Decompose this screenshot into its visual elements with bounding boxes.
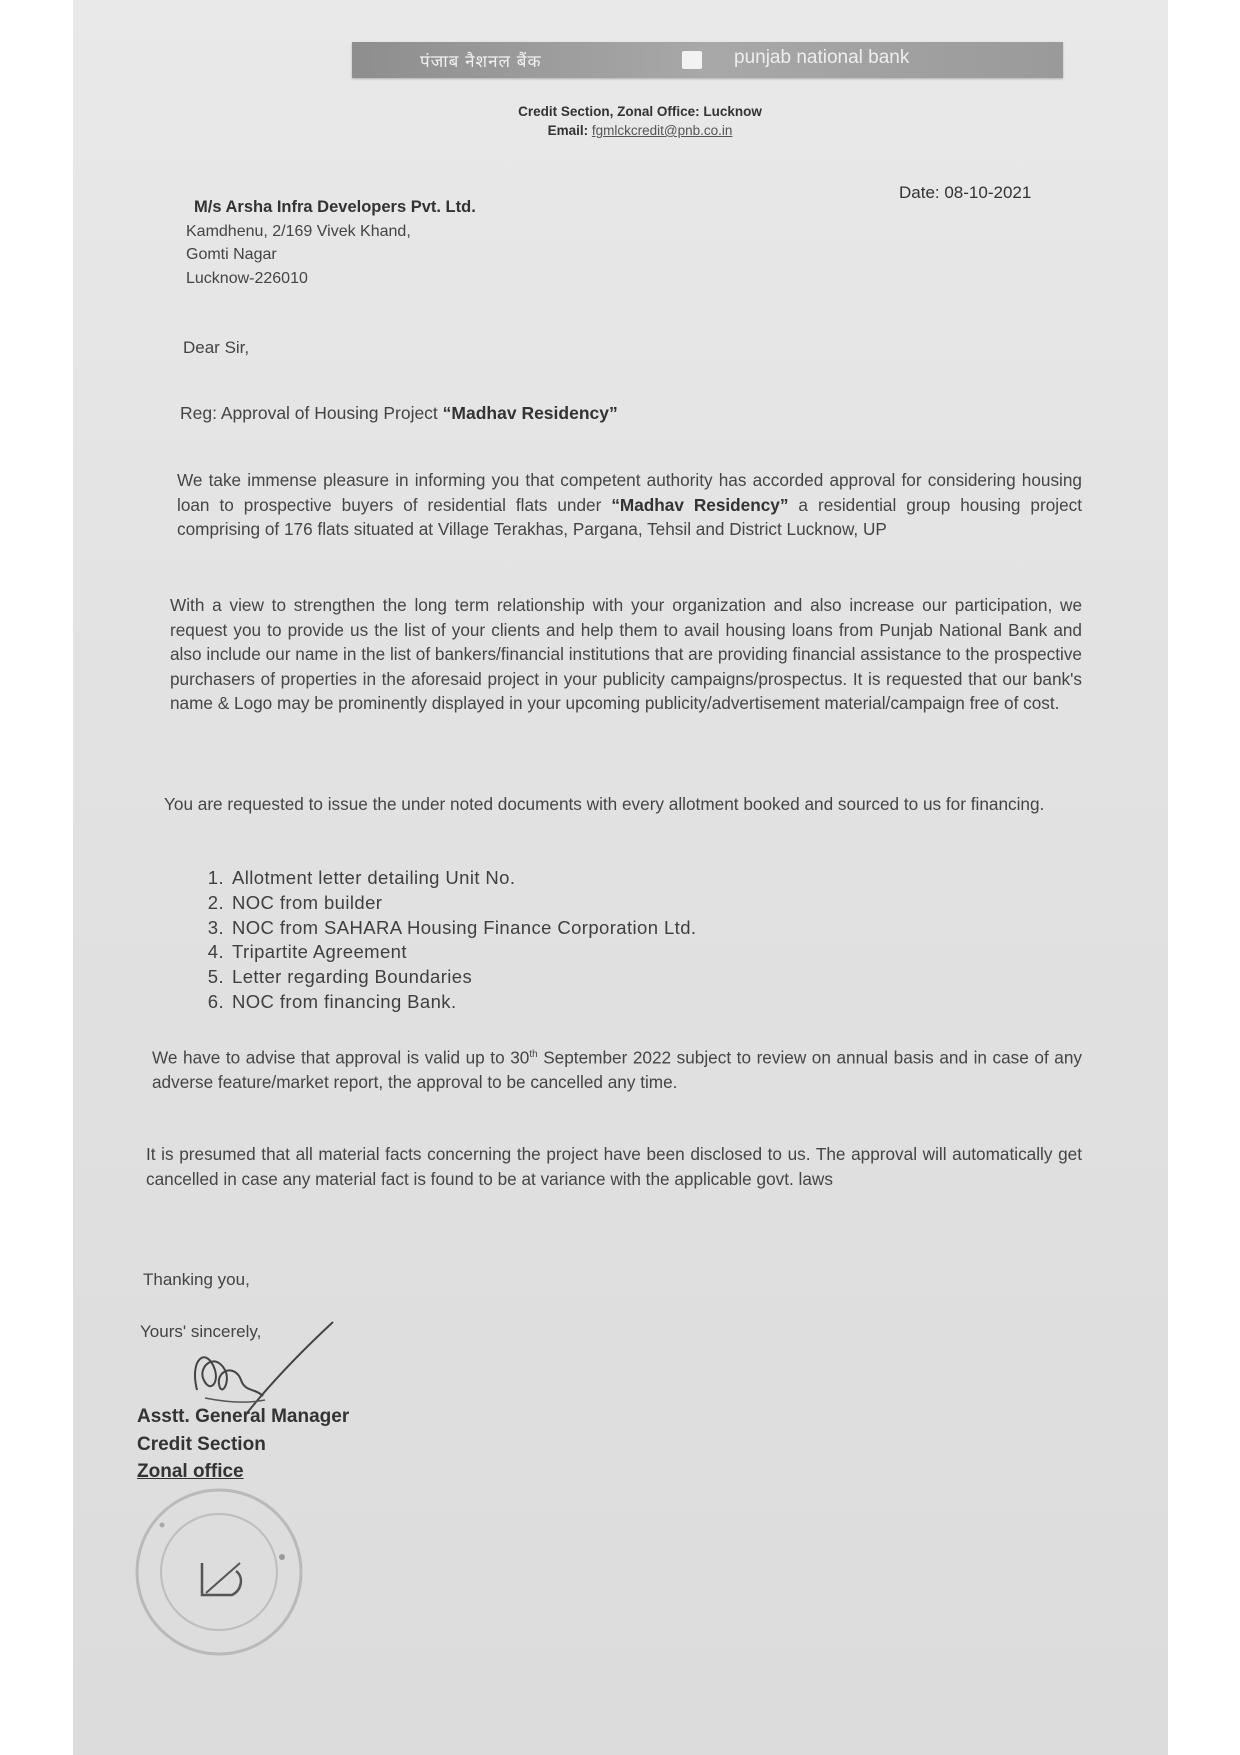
subject-label: Reg: <box>180 403 217 423</box>
bank-name-english: punjab national bank <box>734 47 910 68</box>
addressee-line-2: Kamdhenu, 2/169 Vivek Khand, <box>186 222 411 240</box>
bank-logo-icon <box>682 51 702 69</box>
paragraph-validity-after: September 2022 subject to review on annual basis and in case of any adverse feature/market report, the approval to be cancelled any time. <box>152 1047 1082 1093</box>
email-line <box>380 123 900 138</box>
email-link[interactable]: fgmlckcredit@pnb.co.in <box>591 123 733 138</box>
signatory-office: Zonal office <box>137 1461 244 1482</box>
signatory-title: Asstt. General Manager <box>137 1406 350 1427</box>
paragraph-approval-part1: We take immense pleasure in informing you that competent authority has accorded approval for considering housing loan to prospective buyers of residential flats under <box>177 470 1082 515</box>
addressee-block <box>186 196 476 290</box>
addressee-name: M/s Arsha Infra Developers Pvt. Ltd. <box>194 198 476 216</box>
list-item: 3. NOC from SAHARA Housing Finance Corporation Ltd. <box>207 916 697 938</box>
closing-yours: Yours' sincerely, <box>140 1322 262 1341</box>
paragraph-validity <box>152 1043 1082 1095</box>
addressee-line-4: Lucknow-226010 <box>186 269 308 287</box>
documents-list <box>207 866 697 1015</box>
closing-thanks: Thanking you, <box>143 1270 250 1289</box>
list-item: 4. Tripartite Agreement <box>207 941 407 963</box>
paragraph-documents-request: You are requested to issue the under noted documents with every allotment booked and sourced to us for financing. <box>164 794 1045 814</box>
paragraph-material-facts: It is presumed that all material facts concerning the project have been disclosed to us. The approval will automatically get cancelled in case any material fact is found to be at variance with the applicable govt. laws <box>146 1144 1082 1189</box>
office-line: Credit Section, Zonal Office: Lucknow <box>518 104 762 119</box>
paragraph-validity-sup: th <box>529 1049 538 1060</box>
list-item: 2. NOC from builder <box>207 891 383 913</box>
list-item: 5. Letter regarding Boundaries <box>207 966 473 988</box>
paragraph-relationship: With a view to strengthen the long term relationship with your organization and also increase our participation, we request you to provide us the list of your clients and help them to avail housing loans from Punjab National Bank and also include our name in the list of bankers/financial institutions that are providing financial assistance to the prospective purchasers of properties in the aforesaid project in your publicity campaigns/prospectus. It is requested that our bank's name & Logo may be prominently displayed in your upcoming publicity/advertisement material/campaign free of cost. <box>170 595 1082 713</box>
bank-name-hindi: पंजाब नैशनल बैंक <box>420 52 542 71</box>
paragraph-approval-project: “Madhav Residency” <box>611 494 789 515</box>
bank-seal-stamp <box>132 1485 307 1660</box>
paragraph-approval-part2: a residential group housing project comprising of 176 flats situated at Village Terakhas, Pargana, Tehsil and District Lucknow, UP <box>177 494 1083 539</box>
signatory-section: Credit Section <box>137 1433 266 1455</box>
paragraph-approval <box>177 468 1082 542</box>
subject-text: Approval of Housing Project <box>220 403 438 423</box>
list-item: 1. Allotment letter detailing Unit No. <box>207 867 516 888</box>
salutation: Dear Sir, <box>183 338 250 357</box>
signatory-block <box>137 1403 349 1486</box>
bank-letterhead-banner <box>352 42 1063 78</box>
email-label: Email: <box>547 123 589 138</box>
list-item: 6. NOC from financing Bank. <box>207 990 457 1012</box>
paragraph-validity-before: We have to advise that approval is valid up to 30 <box>152 1047 530 1068</box>
subject-line <box>180 403 618 424</box>
subject-project-name: “Madhav Residency” <box>442 403 618 423</box>
addressee-line-3: Gomti Nagar <box>186 246 277 263</box>
letter-date: Date: 08-10-2021 <box>899 183 1032 202</box>
